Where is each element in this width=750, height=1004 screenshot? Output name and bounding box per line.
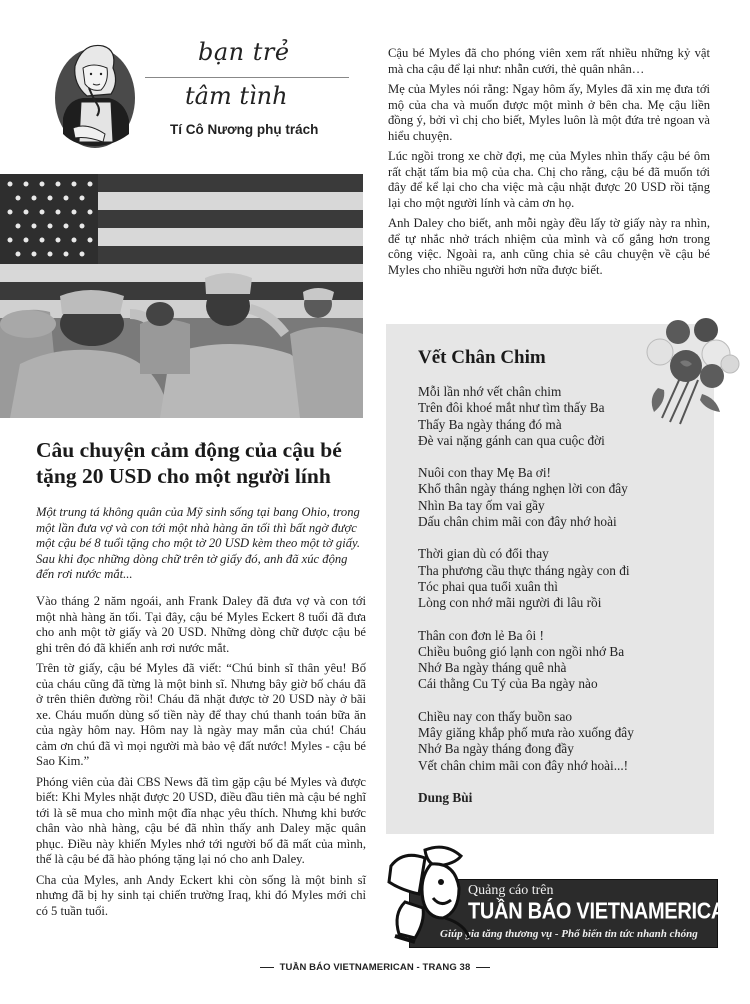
rose-bouquet-illustration	[640, 318, 740, 428]
poem-stanza	[418, 546, 698, 611]
article-paragraph: Mẹ của Myles nói rằng: Ngay hôm ấy, Myles đã xin mẹ đưa tới mộ của cha và muốn được một mình ở bên cha. Mẹ cậu liền đồng ý, bởi vì chị cho biết, Myles luôn là một đứa trẻ ngoan và hiểu chuyện.	[388, 82, 710, 143]
footer-rule-right	[476, 967, 490, 969]
poem-line: Tóc phai qua tuổi xuân thì	[418, 578, 558, 594]
poem-title: Vết Chân Chim	[418, 347, 546, 368]
article-headline: Câu chuyện cảm động của cậu bé tặng 20 USD cho một người lính	[36, 438, 342, 488]
article-paragraph: Cậu bé Myles đã cho phóng viên xem rất nhiều những kỷ vật mà cha cậu để lại như: nhẫn cưới, thẻ quân nhân…	[388, 46, 710, 76]
footer-text: TUẦN BÁO VIETNAMERICAN - TRANG 38	[279, 962, 471, 973]
article-column-left	[36, 594, 366, 924]
woman-portrait-illustration	[53, 38, 138, 150]
poem-author: Dung Bùi	[418, 789, 473, 805]
article-column-right	[388, 46, 710, 283]
poem-line: Nuôi con thay Mẹ Ba ơi!	[418, 465, 551, 481]
poem-line: Thời gian dù có đổi thay	[418, 546, 549, 562]
poem-line: Dấu chân chim mãi con đây nhớ hoài	[418, 514, 617, 530]
article-paragraph: Vào tháng 2 năm ngoái, anh Frank Daley đã đưa vợ và con tới một nhà hàng ăn tối. Tại đây, cậu bé Myles Eckert 8 tuổi đã đưa cho anh một tờ giấy và 20 USD. Những dòng chữ được cậu bé ghi trên đó đã khiến anh rơi nước mắt.	[36, 594, 366, 655]
flag-photo-illustration	[0, 174, 363, 418]
section-masthead	[50, 28, 350, 153]
ad-tagline: Quảng cáo trên	[468, 883, 554, 898]
section-title-line2: tâm tình	[185, 82, 288, 110]
poem-line: Vết chân chim mãi con đây nhớ hoài...!	[418, 757, 629, 773]
poem-stanza	[418, 628, 698, 693]
poem-line: Khổ thân ngày tháng nghẹn lời con đây	[418, 481, 628, 497]
poem-line: Thân con đơn lẻ Ba ôi !	[418, 627, 544, 643]
poem-line: Nhìn Ba tay ốm vai gầy	[418, 497, 545, 513]
poem-line: Tha phương cầu thực tháng ngày con đi	[418, 562, 630, 578]
article-lead: Một trung tá không quân của Mỹ sinh sống tại bang Ohio, trong một lần đưa vợ và con tới một nhà hàng ăn tối thì bất ngờ được một cậu bé 8 tuổi tặng cho một tờ 20 USD kèm theo một tờ giấy. Sau khi đọc những dòng chữ trên tờ giấy đó, anh đã xúc động đến rơi nước mắt...	[36, 505, 361, 581]
poem-line: Chiều nay con thấy buồn sao	[418, 708, 572, 724]
page-footer	[0, 962, 750, 973]
section-editor-credit: Tí Cô Nương phụ trách	[170, 122, 319, 137]
poem-line: Đè vai nặng gánh can qua cuộc đời	[418, 432, 605, 448]
poem-body	[418, 384, 698, 806]
poem-line: Chiều buông gió lạnh con ngồi nhớ Ba	[418, 643, 625, 659]
article-paragraph: Phóng viên của đài CBS News đã tìm gặp cậu bé Myles và được biết: Khi Myles nhặt được 20 USD, điều đầu tiên mà cậu bé nghĩ tới là sẽ mua cho mình một đĩa nhạc yêu thích. Nhưng khi bước chân vào nhà hàng, cậu bé đã nhìn thấy anh Daley mặc quân phục. Điều này khiến Myles nhớ tới người bố đã mất của mình, thế là cậu bé đã hào phóng tặng lại nó cho anh Daley.	[36, 774, 366, 866]
article-paragraph: Lúc ngồi trong xe chờ đợi, mẹ của Myles nhìn thấy cậu bé ôm rất chặt tấm bia mộ của cha. Chị cho rằng, cậu bé đã muốn tới đây để kể lại cho cha việc mà cậu nhặt được 20 USD rồi tặng lại cho một người lính và cảm ơn họ.	[388, 149, 710, 210]
poem-line: Thấy Ba ngày tháng đó mà	[418, 416, 562, 432]
poem-line: Cái thằng Cu Tý của Ba ngày nào	[418, 676, 598, 692]
poem-line: Nhớ Ba ngày tháng quê nhà	[418, 660, 567, 676]
poem-line: Lòng con nhớ mãi người đi lâu rồi	[418, 595, 602, 611]
article-paragraph: Cha của Myles, anh Andy Eckert khi còn sống là một binh sĩ nhưng đã bị hy sinh tại chiến trường Iraq, khi đó Myles mới chỉ có 5 tuần tuổi.	[36, 872, 366, 918]
article-paragraph: Anh Daley cho biết, anh mỗi ngày đều lấy tờ giấy này ra nhìn, để tự nhắc nhở trách nhiệm của mình và cố gắng hơn trong công việc. Ngoài ra, anh cũng chia sẻ câu chuyện về cậu bé Myles cho nhiều người hơn nữa được biết.	[388, 216, 710, 277]
poem-line: Mỗi lần nhớ vết chân chim	[418, 384, 562, 399]
soldiers-saluting-flag-photo	[0, 174, 363, 418]
footer-rule-left	[260, 967, 274, 969]
section-title-line1: bạn trẻ	[198, 38, 290, 66]
poem-line: Trên đôi khoé mắt như tìm thấy Ba	[418, 400, 605, 416]
poem-stanza	[418, 709, 698, 774]
article-paragraph: Trên tờ giấy, cậu bé Myles đã viết: “Chú binh sĩ thân yêu! Bố của cháu cũng đã từng là một binh sĩ. Nhưng bây giờ bố cháu đã ở trên thiên đường rồi! Cháu đã nhặt được tờ 20 USD này ở bãi xe. Cháu muốn dùng số tiền này để thay chú thanh toán bữa ăn của ngày hôm nay. Hôm nay là ngày may mắn của chú! Cháu cảm ơn chú đã vì mọi người mà bảo vệ đất nước! Myles - cậu bé Sao Kim.”	[36, 661, 366, 768]
ad-slogan: Giúp gia tăng thương vụ - Phổ biến tin tức nhanh chóng	[440, 928, 698, 940]
poem-stanza	[418, 465, 698, 530]
poem-line: Mây giăng khắp phố mưa rào xuống đây	[418, 725, 634, 741]
header-divider	[145, 77, 349, 78]
poem-line: Nhớ Ba ngày tháng đong đầy	[418, 741, 574, 757]
ad-publication-name: TUẦN BÁO VIETNAMERICAN	[468, 899, 740, 925]
newsboy-mascot-illustration	[385, 842, 475, 947]
